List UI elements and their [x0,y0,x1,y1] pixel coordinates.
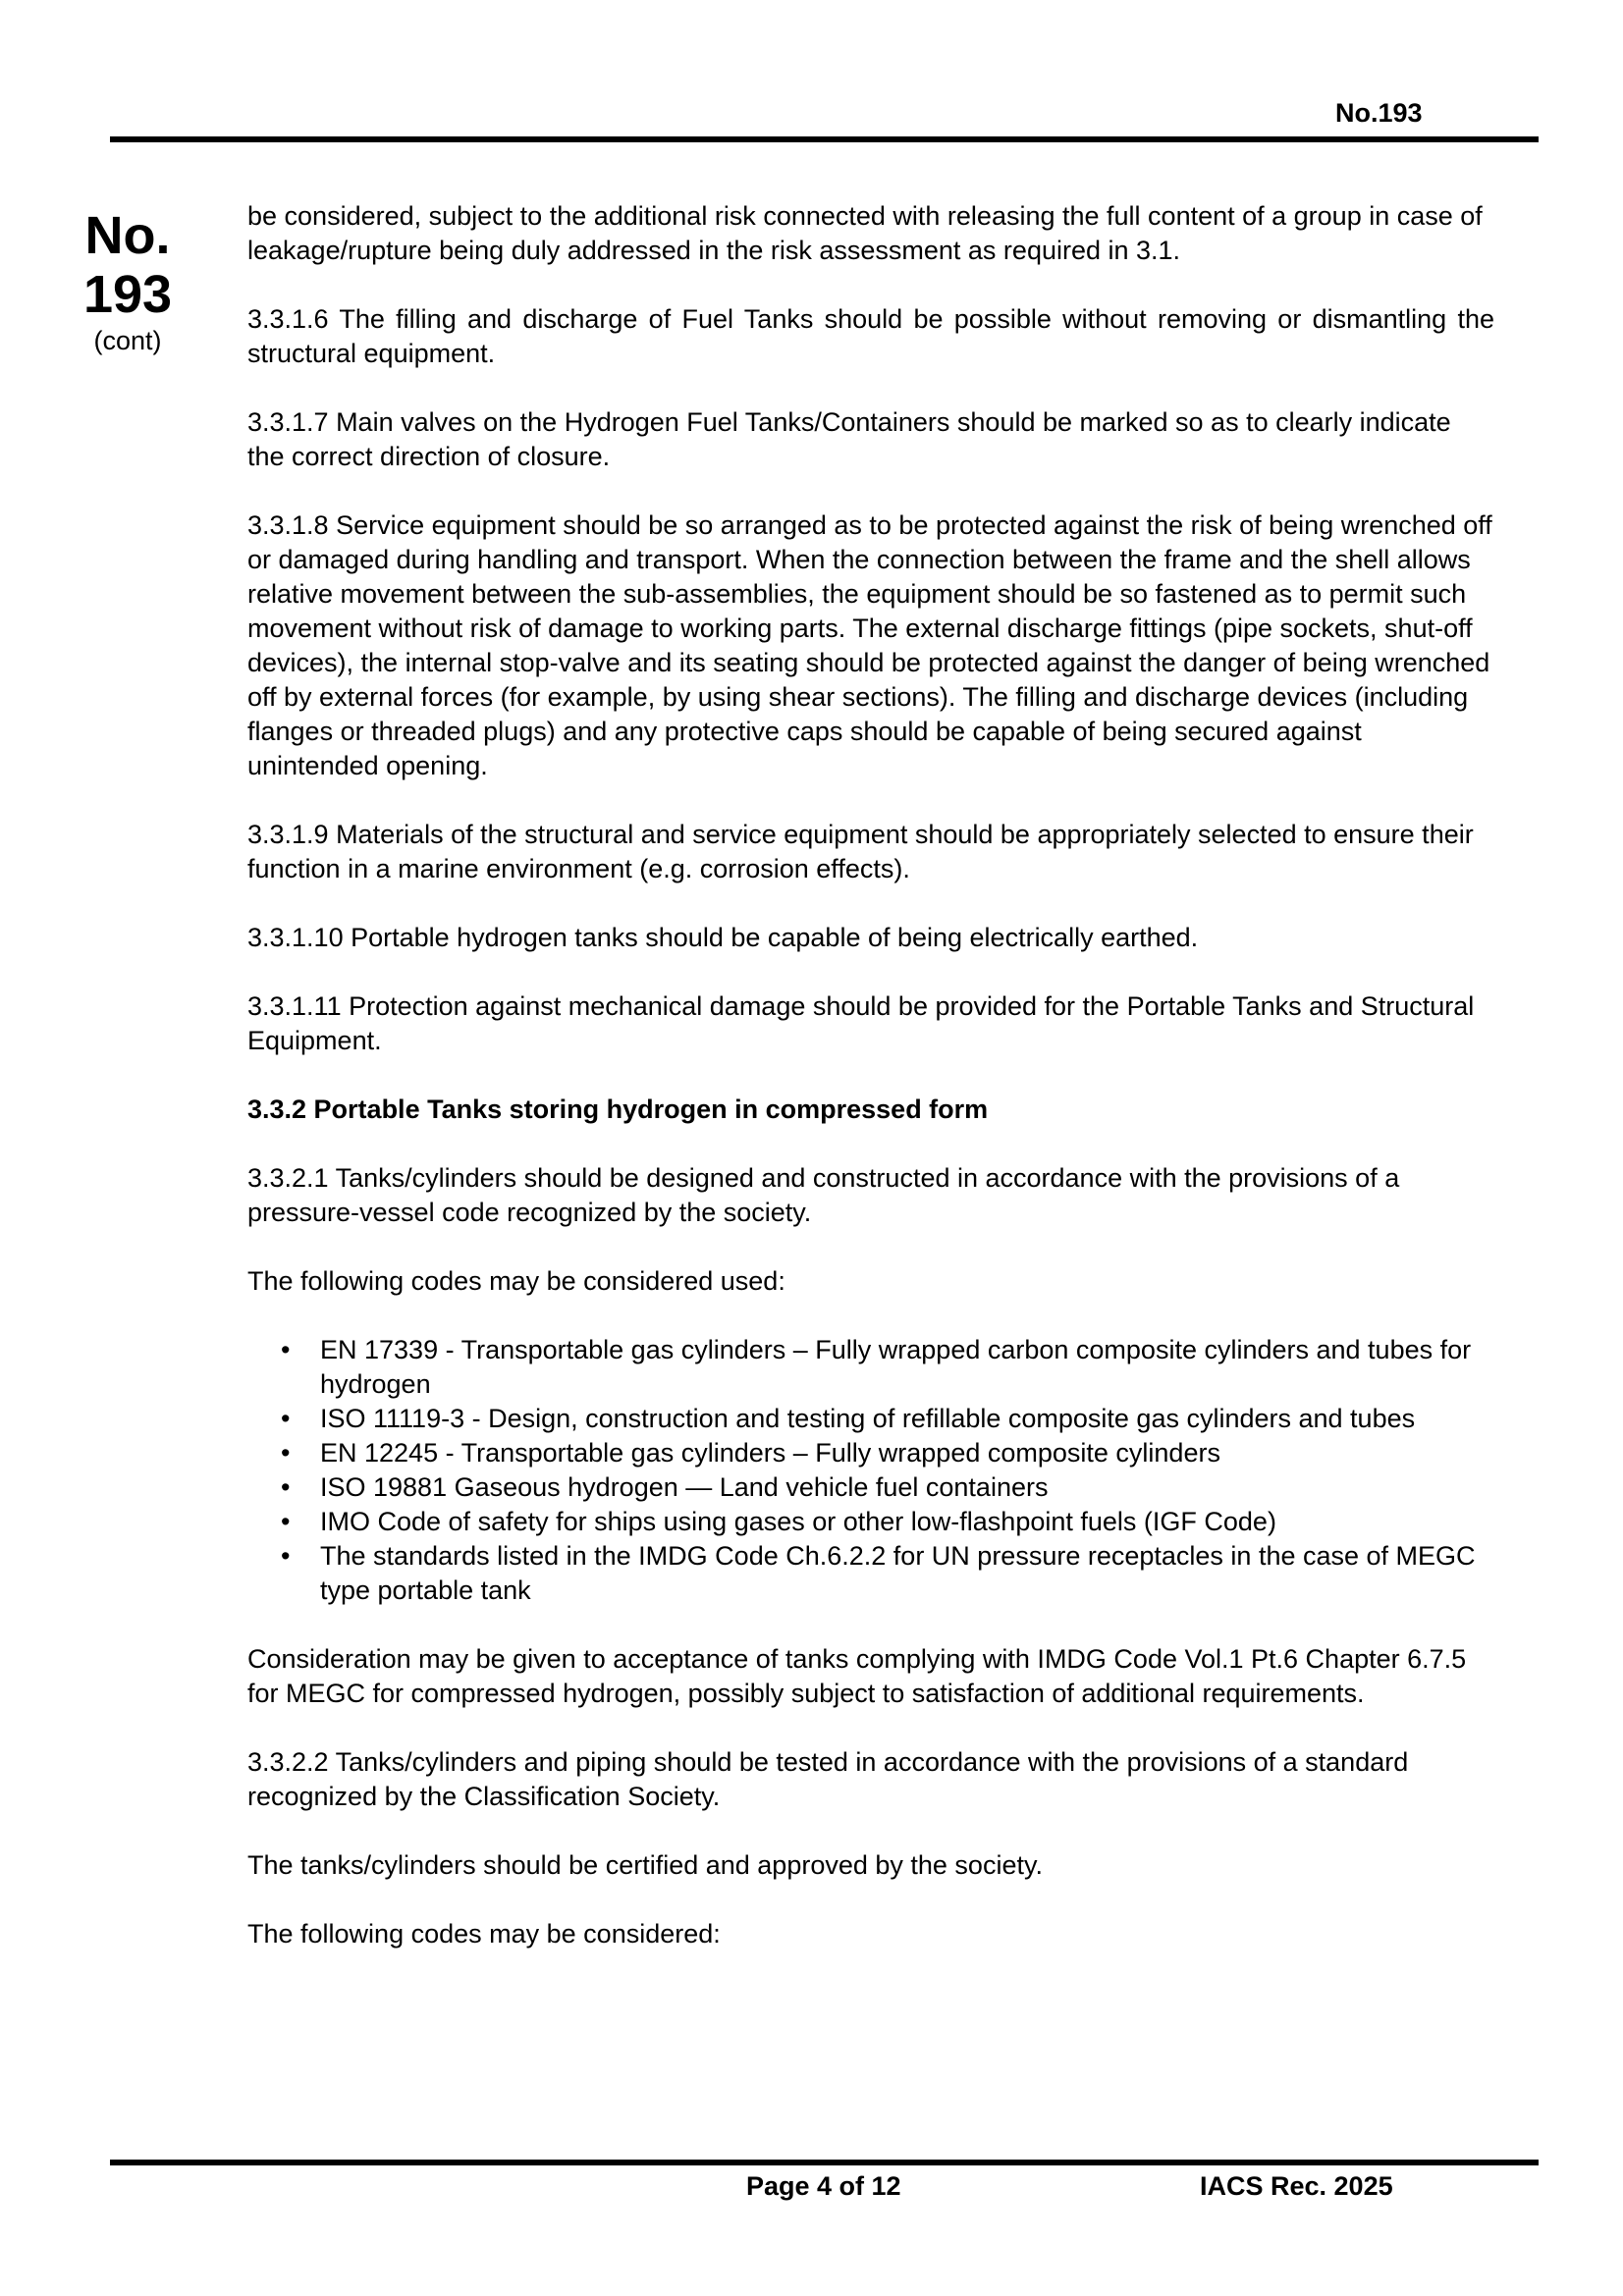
list-item-text: ISO 11119-3 - Design, construction and testing of refillable composite gas cylinders and tubes [320,1404,1416,1433]
bullet-icon: • [281,1404,291,1433]
paragraph: 3.3.1.10 Portable hydrogen tanks should be capable of being electrically earthed. [247,923,1199,952]
bullet-icon: • [281,1335,291,1364]
paragraph: The following codes may be considered: [247,1919,721,1949]
paragraph: 3.3.1.7 Main valves on the Hydrogen Fuel Tanks/Containers should be marked so as to clearly indicate the correct direction of closure. [247,407,1451,471]
paragraph: The tanks/cylinders should be certified and approved by the society. [247,1850,1043,1880]
bullet-icon: • [281,1541,291,1571]
paragraph: The following codes may be considered used: [247,1266,785,1296]
paragraph: be considered, subject to the additional risk connected with releasing the full content of a group in case of leakage/rupture being duly addressed in the risk assessment as required in 3.1. [247,201,1483,265]
bullet-icon: • [281,1438,291,1468]
list-item-text: IMO Code of safety for ships using gases or other low-flashpoint fuels (IGF Code) [320,1507,1276,1536]
body-text [247,199,1494,1986]
list-item [281,1470,1494,1505]
footer-rule [110,2160,1539,2165]
paragraph: 3.3.1.8 Service equipment should be so arranged as to be protected against the risk of being wrenched off or damaged during handling and transport. When the connection between the frame and the shell allows relative movement between the sub-assemblies, the equipment should be so fastened as to permit such movement without risk of damage to working parts. The external discharge fittings (pipe sockets, shut-off devices), the internal stop-valve and its seating should be protected against the danger of being wrenched off by external forces (for example, by using shear sections). The filling and discharge devices (including flanges or threaded plugs) and any protective caps should be capable of being secured against unintended opening. [247,510,1492,780]
margin-no: No. [84,206,171,265]
codes-list [247,1333,1494,1608]
paragraph: 3.3.1.6 The filling and discharge of Fuel Tanks should be possible without removing or dismantling the structural equipment. [247,304,1494,368]
paragraph: 3.3.1.11 Protection against mechanical damage should be provided for the Portable Tanks and Structural Equipment. [247,991,1475,1055]
footer-page-number: Page 4 of 12 [746,2171,901,2201]
section-heading: 3.3.2 Portable Tanks storing hydrogen in compressed form [247,1095,989,1124]
paragraph: Consideration may be given to acceptance of tanks complying with IMDG Code Vol.1 Pt.6 Chapter 6.7.5 for MEGC for compressed hydrogen, possibly subject to satisfaction of additional requirements. [247,1644,1467,1708]
list-item [281,1436,1494,1470]
margin-tag [79,206,177,357]
list-item-text: The standards listed in the IMDG Code Ch.6.2.2 for UN pressure receptacles in the case of MEGC type portable tank [320,1541,1476,1605]
list-item-text: ISO 19881 Gaseous hydrogen — Land vehicle fuel containers [320,1472,1049,1502]
margin-number: 193 [82,265,173,324]
paragraph: 3.3.2.1 Tanks/cylinders should be designed and constructed in accordance with the provisions of a pressure-vessel code recognized by the society. [247,1163,1400,1227]
bullet-icon: • [281,1472,291,1502]
footer-rec-label: IACS Rec. 2025 [1200,2171,1393,2201]
bullet-icon: • [281,1507,291,1536]
paragraph: 3.3.1.9 Materials of the structural and service equipment should be appropriately selected to ensure their function in a marine environment (e.g. corrosion effects). [247,820,1474,883]
list-item-text: EN 17339 - Transportable gas cylinders – Fully wrapped carbon composite cylinders and tubes for hydrogen [320,1335,1472,1399]
header-rule [110,136,1539,142]
list-item [281,1505,1494,1539]
margin-cont: (cont) [93,326,162,355]
list-item [281,1539,1494,1608]
header-doc-number: No.193 [1335,98,1423,128]
paragraph: 3.3.2.2 Tanks/cylinders and piping should be tested in accordance with the provisions of a standard recognized by the Classification Society. [247,1747,1409,1811]
list-item [281,1402,1494,1436]
list-item-text: EN 12245 - Transportable gas cylinders – Fully wrapped composite cylinders [320,1438,1220,1468]
list-item [281,1333,1494,1402]
